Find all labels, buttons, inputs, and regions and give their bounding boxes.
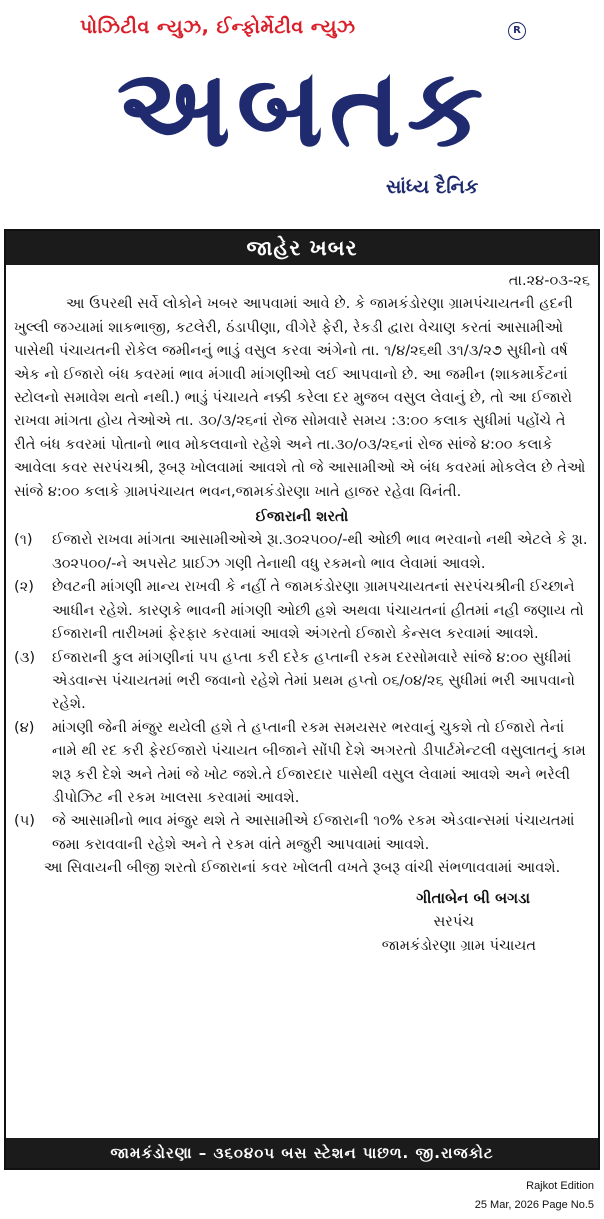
- edition-type: સાંધ્ય દૈનિક: [386, 176, 479, 198]
- condition-number: (૩): [14, 648, 36, 666]
- masthead: [0, 0, 604, 220]
- signature-block: [14, 886, 590, 958]
- notice-title: જાહેર ખબર: [6, 231, 598, 265]
- notice-body: [6, 265, 598, 958]
- signatory-name: ગીતાબેન બી બગડા: [416, 888, 530, 907]
- tagline: પોઝિટીવ ન્યુઝ, ઈન્ફોર્મેટીવ ન્યુઝ: [80, 16, 356, 38]
- notice-date: તા.૨૪-૦૩-૨૬: [508, 272, 590, 289]
- condition-item: [14, 716, 590, 810]
- condition-text: ઈજારો રાખવા માંગતા આસામીઓએ રૂા.૩૦૨૫૦૦/-થી ઓછી ભાવ ભરવાનો નથી એટલે કે રૂા. ૩૦૨૫૦૦/-ને અપસેટ પ્રાઈઝ ગણી તેનાથી વધુ રકમનો ભાવ લેવામાં આવશે.: [52, 531, 588, 572]
- condition-number: (૧): [14, 531, 33, 549]
- condition-text: માંગણી જેની મંજુર થયેલી હશે તે હપ્તાની રકમ સમયસર ભરવાનું ચુકશે તો ઈજારો તેનાં નામે થી રદ કરી ફેરઈજારો પંચાયત બીજાને સોંપી દેશે અગરતો ડીપાર્ટમેન્ટલી વસુલાતનું કામ શરૂ કરી દેશે અને તેમાં જે ખોટ જશે.તે ઈજારદાર પાસેથી વસુલ લેવામાં આવશે અને ભરેલી ડીપોઝિટ ની રકમ ખાલસા કરવામાં આવશે.: [52, 718, 586, 806]
- condition-item: [14, 528, 590, 575]
- notice-intro: આ ઉપરથી સર્વે લોકોને ખબર આપવામાં આવે છે. કે જામકંડોરણા ગ્રામપંચાયતની હદની ખુલ્લી જગ્યામાં શાકભાજી, કટલેરી, ઠંડાપીણા, વીગેરે ફેરી, રેકડી દ્વારા વેચાણ કરતાં આસામીઓ પાસેથી પંચાયતની રોકેલ જમીનનું ભાડું વસુલ કરવા અંગેનો તા. ૧/૪/૨૬થી ૩૧/૩/૨૭ સુધીનો વર્ષ એક નો ઈજારો બંધ કવરમાં ભાવ મંગાવી માંગણીઓ લઈ આપવાનો છે. આ જમીન (શાકમાર્કેટનાં સ્ટોલનો સમાવેશ થતો નથી.) ભાડું પંચાયતે નક્કી કરેલા દર મુજબ વસુલ લેવાનું છે, તો આ ઈજારો રાખવા માંગતા હોય તેઓએ તા. ૩૦/૩/૨૬નાં રોજ સોમવારે સમય :૩:૦૦ કલાક સુધીમાં પહોંચે તે રીતે બંધ કવરમાં પોતાનો ભાવ મોકલવાનો રહેશે અને તા.૩૦/૦૩/૨૬નાં રોજ સાંજે ૪:૦૦ કલાકે આવેલા કવર સરપંચશ્રી, રૂબરૂ ખોલવામાં આવશે તો જે આસામીઓ એ બંધ કવરમાં મોકલેલ છે તેઓ સાંજે ૪:૦૦ કલાકે ગ્રામપંચાયત ભવન,જામકંડોરણા ખાતે હાજર રહેવા વિનંતી.: [14, 295, 586, 500]
- conditions-title: ઈજારાની શરતો: [255, 508, 349, 526]
- condition-number: (૪): [14, 718, 35, 736]
- notice-footer-address: જામકંડોરણા – ૩૬૦૪૦૫ બસ સ્ટેશન પાછળ. જી.રાજકોટ: [6, 1138, 598, 1168]
- signatory-role: સરપંચ: [433, 912, 474, 930]
- public-notice: [4, 229, 600, 1170]
- newspaper-logo: અબતક: [116, 46, 490, 171]
- condition-number: (૫): [14, 812, 35, 830]
- condition-number: (૨): [14, 578, 34, 596]
- notice-closing: આ સિવાયની બીજી શરતો ઈજારાનાં કવર ખોલતી વખતે રૂબરૂ વાંચી સંભળાવવામાં આવશે.: [44, 859, 561, 877]
- condition-text: છેવટની માંગણી માન્ય રાખવી કે નહીં તે જામકંડોરણા ગ્રામપચાયતનાં સરપંચશ્રીની ઈચ્છાને આધીન રહેશે. કારણકે ભાવની માંગણી ઓછી હશે અથવા પંચાયતનાં હીતમાં નહી જણાય તો ઈજારાની તારીખમાં ફેરફાર કરવામાં આવશે અંગરતો ઈજારો કેન્સલ કરવામાં આવશે.: [52, 578, 584, 643]
- registered-icon: R: [508, 22, 526, 40]
- condition-item: [14, 575, 590, 645]
- condition-item: [14, 646, 590, 716]
- condition-text: જે આસામીનો ભાવ મંજુર થશે તે આસામીએ ઈજારાની ૧૦% રકમ એડવાન્સમાં પંચાયતમાં જમા કરાવવાની રહેશે અને તે રકમ વાંતે મજુરી આપવામાં આવશે.: [52, 812, 575, 853]
- edition-date-page: 25 Mar, 2026 Page No.5: [474, 1199, 594, 1211]
- condition-item: [14, 809, 590, 856]
- signatory-office: જામકંડોરણા ગ્રામ પંચાયત: [381, 936, 536, 954]
- edition-name: Rajkot Edition: [526, 1180, 594, 1192]
- condition-text: ઈજારાની કુલ માંગણીનાં ૫૫ હપ્તા કરી દરેક હપ્તાની રકમ દરસોમવારે સાંજે ૪:૦૦ સુધીમાં એડવાન્સ પંચાયતમાં ભરી જવાનો રહેશે તેમાં પ્રથમ હપ્તો ૦૬/૦૪/૨૬ સુધીમાં ભરી આપવાનો રહેશે.: [52, 648, 575, 713]
